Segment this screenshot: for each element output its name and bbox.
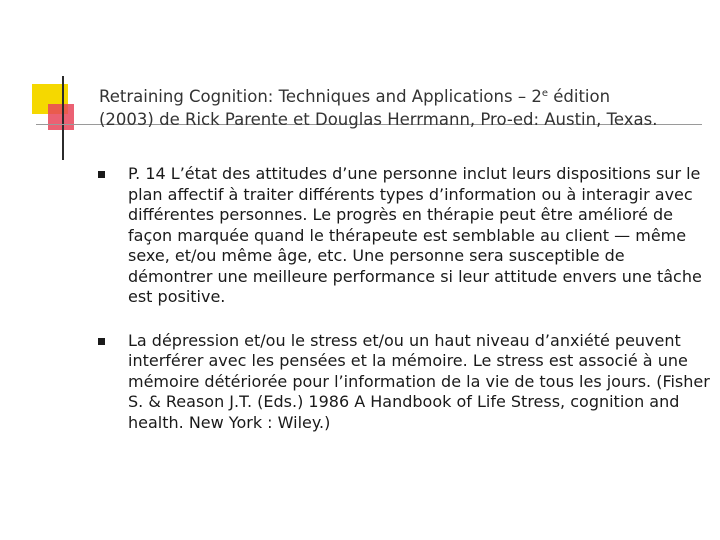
bullet-item <box>96 331 712 434</box>
bullet-text: P. 14 L’état des attitudes d’une personne inclut leurs dispositions sur le plan affectif à traiter différents types d’information ou à interagir avec différentes personnes. Le progrès en thérapie peut être amélioré de façon marquée quand le thérapeute est semblable au client — même sexe, et/ou même âge, etc. Une personne sera susceptible de démontrer une meilleure performance si leur attitude envers une tâche est positive. <box>128 164 702 306</box>
slide-title <box>99 82 711 131</box>
title-text-part-1: Retraining Cognition: Techniques and Applications – 2 <box>99 87 542 106</box>
bullet-list <box>96 164 712 433</box>
decorative-vertical-line <box>62 76 64 160</box>
square-bullet-icon <box>98 171 105 178</box>
bullet-text: La dépression et/ou le stress et/ou un haut niveau d’anxiété peuvent interférer avec les pensées et la mémoire. Le stress est associé à une mémoire détériorée pour l’information de la vie de tous les jours. (Fisher S. & Reason J.T. (Eds.) 1986 A Handbook of Life Stress, cognition and health. New York : Wiley.) <box>128 330 710 432</box>
bullet-item <box>96 164 712 308</box>
title-superscript: e <box>541 88 548 99</box>
title-text-part-2: édition (2003) de Rick Parente et Douglas Herrmann, Pro-ed: Austin, Texas. <box>99 87 658 129</box>
square-bullet-icon <box>98 338 105 345</box>
decorative-red-square <box>48 104 74 130</box>
